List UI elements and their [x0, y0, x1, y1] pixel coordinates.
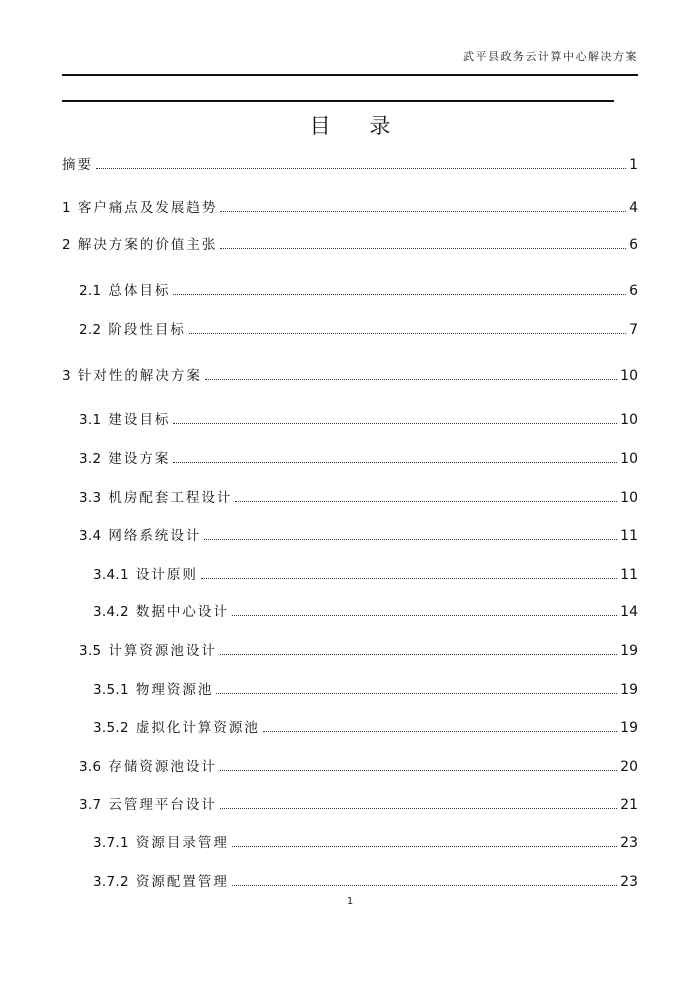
- toc-entry-title: 建设方案: [108, 451, 171, 467]
- toc-dot-leader: [96, 168, 626, 169]
- toc-entry[interactable]: [79, 318, 638, 338]
- toc-entry-title: 网络系统设计: [108, 528, 202, 544]
- toc-dot-leader: [220, 770, 617, 771]
- toc-entry-number: 3.4.1: [93, 567, 129, 583]
- toc-entry-title: 客户痛点及发展趋势: [77, 200, 218, 216]
- toc-entry-page: 11: [620, 567, 638, 583]
- toc-dot-leader: [204, 539, 617, 540]
- toc-entry[interactable]: [62, 153, 638, 173]
- toc-entry-title: 解决方案的价值主张: [77, 237, 218, 253]
- running-header: 武平县政务云计算中心解决方案: [463, 50, 638, 63]
- toc-entry[interactable]: [93, 870, 638, 890]
- toc-entry-title: 建设目标: [108, 412, 171, 428]
- toc-dot-leader: [235, 501, 617, 502]
- toc-entry-title: 数据中心设计: [135, 604, 229, 620]
- toc-entry-page: 7: [629, 322, 638, 338]
- toc-entry-number: 3.7.2: [93, 874, 129, 890]
- toc-entry-page: 10: [620, 451, 638, 467]
- toc-entry-number: 3.1: [79, 412, 102, 428]
- header-rule: [62, 74, 638, 76]
- toc-entry-page: 10: [620, 490, 638, 506]
- toc-entry[interactable]: [93, 831, 638, 851]
- toc-entry-page: 10: [620, 412, 638, 428]
- toc-entry-title: 计算资源池设计: [108, 643, 217, 659]
- toc-entry-number: 3.5.2: [93, 720, 129, 736]
- toc-dot-leader: [216, 693, 617, 694]
- toc-dot-leader: [220, 248, 626, 249]
- toc-entry[interactable]: [79, 755, 638, 775]
- toc-dot-leader: [189, 333, 626, 334]
- toc-entry[interactable]: [79, 408, 638, 428]
- toc-entry-page: 20: [620, 759, 638, 775]
- toc-entry-page: 1: [629, 157, 638, 173]
- toc-entry-number: 2.2: [79, 322, 102, 338]
- toc-entry-page: 23: [620, 874, 638, 890]
- toc-entry-title: 摘要: [62, 157, 93, 173]
- toc-entry-page: 14: [620, 604, 638, 620]
- toc-entry[interactable]: [79, 447, 638, 467]
- toc-entry-number: 3.2: [79, 451, 102, 467]
- toc-dot-leader: [263, 731, 617, 732]
- toc-entry-page: 19: [620, 643, 638, 659]
- toc-entry-number: 3.5: [79, 643, 102, 659]
- toc-entry-title: 阶段性目标: [108, 322, 186, 338]
- toc-entry[interactable]: [62, 233, 638, 253]
- toc-entry-number: 3.7.1: [93, 835, 129, 851]
- page-number: 1: [346, 896, 354, 907]
- toc-entry[interactable]: [79, 524, 638, 544]
- toc-dot-leader: [205, 379, 617, 380]
- toc-dot-leader: [220, 211, 626, 212]
- toc-entry-number: 3.7: [79, 797, 102, 813]
- toc-entry-page: 11: [620, 528, 638, 544]
- toc-dot-leader: [173, 294, 626, 295]
- toc-entry-title: 资源配置管理: [135, 874, 229, 890]
- toc-entry-number: 3.6: [79, 759, 102, 775]
- toc-entry-page: 19: [620, 682, 638, 698]
- toc-entry[interactable]: [79, 486, 638, 506]
- toc-title: 目 录: [309, 114, 407, 138]
- toc-entry-page: 4: [629, 200, 638, 216]
- toc-entry[interactable]: [79, 793, 638, 813]
- toc-entry-page: 23: [620, 835, 638, 851]
- toc-entry-number: 3.3: [79, 490, 102, 506]
- toc-entry-title: 总体目标: [108, 283, 171, 299]
- toc-entry[interactable]: [93, 678, 638, 698]
- toc-dot-leader: [173, 462, 617, 463]
- toc-dot-leader: [173, 423, 617, 424]
- toc-entry-title: 存储资源池设计: [108, 759, 217, 775]
- toc-entry[interactable]: [79, 279, 638, 299]
- toc-entry-number: 1: [62, 200, 71, 216]
- toc-entry-number: 3.4: [79, 528, 102, 544]
- toc-dot-leader: [220, 654, 617, 655]
- toc-entry-number: 3: [62, 368, 71, 384]
- toc-entry-number: 2: [62, 237, 71, 253]
- toc-dot-leader: [232, 885, 617, 886]
- toc-entry-title: 云管理平台设计: [108, 797, 217, 813]
- toc-entry-page: 10: [620, 368, 638, 384]
- title-rule: [62, 100, 614, 102]
- toc-entry[interactable]: [93, 716, 638, 736]
- toc-entry-number: 2.1: [79, 283, 102, 299]
- toc-dot-leader: [220, 808, 617, 809]
- toc-dot-leader: [232, 846, 617, 847]
- toc-entry-title: 虚拟化计算资源池: [135, 720, 260, 736]
- toc-entry-page: 6: [629, 237, 638, 253]
- toc-entry-title: 机房配套工程设计: [108, 490, 233, 506]
- toc-entry-page: 6: [629, 283, 638, 299]
- toc-entry[interactable]: [93, 600, 638, 620]
- toc-entry-number: 3.5.1: [93, 682, 129, 698]
- toc-dot-leader: [232, 615, 617, 616]
- toc-entry-title: 物理资源池: [135, 682, 214, 698]
- toc-entry-number: 3.4.2: [93, 604, 129, 620]
- toc-entry[interactable]: [79, 639, 638, 659]
- toc-entry[interactable]: [62, 196, 638, 216]
- toc-entry-page: 19: [620, 720, 638, 736]
- toc-entry-page: 21: [620, 797, 638, 813]
- toc-entry-title: 资源目录管理: [135, 835, 229, 851]
- toc-entry[interactable]: [93, 563, 638, 583]
- toc-entry-title: 设计原则: [135, 567, 198, 583]
- toc-entry[interactable]: [62, 364, 638, 384]
- toc-dot-leader: [201, 578, 617, 579]
- toc-entry-title: 针对性的解决方案: [77, 368, 202, 384]
